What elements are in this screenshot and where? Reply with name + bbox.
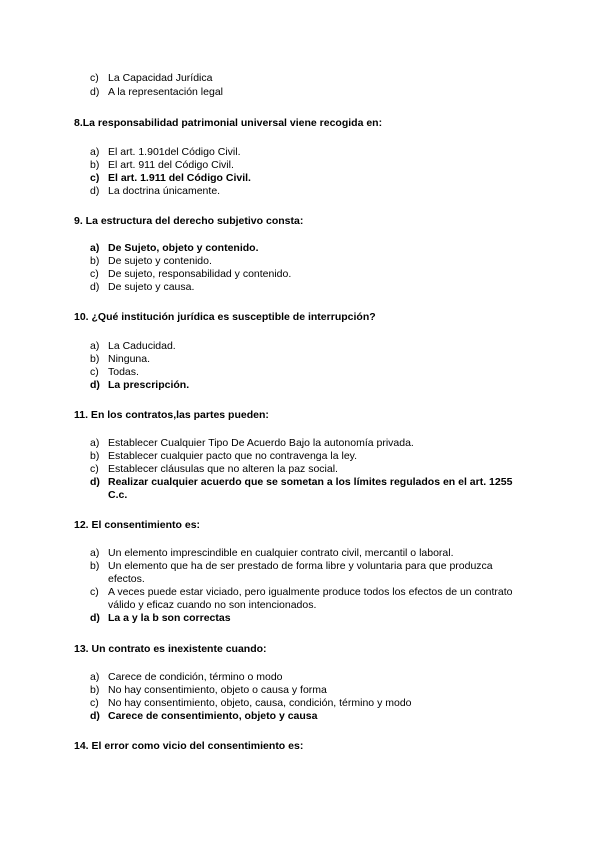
answer-option bbox=[90, 547, 530, 560]
option-letter: b) bbox=[90, 255, 100, 267]
option-letter: c) bbox=[90, 586, 99, 598]
option-letter: a) bbox=[90, 340, 100, 352]
option-text: De sujeto y contenido. bbox=[108, 255, 212, 267]
answer-option bbox=[90, 586, 530, 612]
option-text: A veces puede estar viciado, pero igualmente produce todos los efectos de un contrato válido y eficaz cuando no son intencionados. bbox=[108, 586, 513, 611]
answer-option bbox=[90, 146, 530, 159]
option-text: De Sujeto, objeto y contenido. bbox=[108, 242, 259, 254]
answer-option-correct bbox=[90, 476, 530, 502]
option-text: Carece de condición, término o modo bbox=[108, 671, 283, 683]
answer-option bbox=[90, 366, 530, 379]
question-heading: 11. En los contratos,las partes pueden: bbox=[74, 409, 269, 421]
answer-option bbox=[90, 697, 530, 710]
option-letter: c) bbox=[90, 172, 100, 184]
option-text: No hay consentimiento, objeto o causa y forma bbox=[108, 684, 327, 696]
question-heading: 8.La responsabilidad patrimonial universal viene recogida en: bbox=[74, 117, 383, 129]
option-letter: a) bbox=[90, 671, 100, 683]
option-text: De sujeto, responsabilidad y contenido. bbox=[108, 268, 292, 280]
answer-option bbox=[90, 437, 530, 450]
answer-option bbox=[90, 72, 530, 85]
option-text: A la representación legal bbox=[108, 86, 223, 98]
answer-option-correct bbox=[90, 612, 530, 625]
answer-option bbox=[90, 159, 530, 172]
answer-option bbox=[90, 450, 530, 463]
answer-option bbox=[90, 185, 530, 198]
option-text: La Caducidad. bbox=[108, 340, 176, 352]
option-letter: c) bbox=[90, 72, 99, 84]
answer-option bbox=[90, 340, 530, 353]
option-text: Un elemento que ha de ser prestado de forma libre y voluntaria para que produzca efectos. bbox=[108, 560, 493, 585]
answer-option bbox=[90, 463, 530, 476]
option-letter: b) bbox=[90, 159, 100, 171]
option-text: Todas. bbox=[108, 366, 139, 378]
answer-option-correct bbox=[90, 710, 530, 723]
option-text: Carece de consentimiento, objeto y causa bbox=[108, 710, 318, 722]
option-letter: c) bbox=[90, 268, 99, 280]
answer-option bbox=[90, 560, 530, 586]
option-text: La doctrina únicamente. bbox=[108, 185, 221, 197]
option-letter: a) bbox=[90, 146, 100, 158]
option-text: Establecer Cualquier Tipo De Acuerdo Bajo la autonomía privada. bbox=[108, 437, 414, 449]
option-letter: b) bbox=[90, 684, 100, 696]
answer-option bbox=[90, 86, 530, 99]
option-letter: b) bbox=[90, 560, 100, 572]
option-letter: c) bbox=[90, 463, 99, 475]
option-text: El art. 1.901del Código Civil. bbox=[108, 146, 241, 158]
question-heading: 10. ¿Qué institución jurídica es susceptible de interrupción? bbox=[74, 311, 376, 323]
question-heading: 12. El consentimiento es: bbox=[74, 519, 201, 531]
option-letter: c) bbox=[90, 366, 99, 378]
option-text: Un elemento imprescindible en cualquier contrato civil, mercantil o laboral. bbox=[108, 547, 454, 559]
option-text: La a y la b son correctas bbox=[108, 612, 231, 624]
option-letter: a) bbox=[90, 242, 100, 254]
answer-option-correct bbox=[90, 242, 530, 255]
option-text: El art. 1.911 del Código Civil. bbox=[108, 172, 251, 184]
answer-option bbox=[90, 255, 530, 268]
answer-option bbox=[90, 671, 530, 684]
option-text: Establecer cláusulas que no alteren la paz social. bbox=[108, 463, 338, 475]
option-text: Ninguna. bbox=[108, 353, 151, 365]
question-heading: 9. La estructura del derecho subjetivo consta: bbox=[74, 215, 304, 227]
option-letter: b) bbox=[90, 450, 100, 462]
option-letter: d) bbox=[90, 281, 100, 293]
option-text: No hay consentimiento, objeto, causa, condición, término y modo bbox=[108, 697, 412, 709]
question-heading: 14. El error como vicio del consentimiento es: bbox=[74, 740, 304, 752]
option-letter: d) bbox=[90, 185, 100, 197]
option-letter: b) bbox=[90, 353, 100, 365]
option-text: Realizar cualquier acuerdo que se sometan a los límites regulados en el art. 1255 C.c. bbox=[108, 476, 513, 501]
option-text: De sujeto y causa. bbox=[108, 281, 195, 293]
option-text: El art. 911 del Código Civil. bbox=[108, 159, 234, 171]
question-heading: 13. Un contrato es inexistente cuando: bbox=[74, 643, 267, 655]
answer-option bbox=[90, 268, 530, 281]
option-letter: a) bbox=[90, 547, 100, 559]
option-letter: d) bbox=[90, 612, 100, 624]
answer-option bbox=[90, 353, 530, 366]
answer-option bbox=[90, 281, 530, 294]
option-letter: c) bbox=[90, 697, 99, 709]
option-text: La Capacidad Jurídica bbox=[108, 72, 213, 84]
answer-option-correct bbox=[90, 172, 530, 185]
option-letter: d) bbox=[90, 86, 100, 98]
answer-option bbox=[90, 684, 530, 697]
option-letter: d) bbox=[90, 710, 100, 722]
option-letter: a) bbox=[90, 437, 100, 449]
answer-option-correct bbox=[90, 379, 530, 392]
option-text: La prescripción. bbox=[108, 379, 190, 391]
option-text: Establecer cualquier pacto que no contravenga la ley. bbox=[108, 450, 358, 462]
option-letter: d) bbox=[90, 476, 100, 488]
option-letter: d) bbox=[90, 379, 100, 391]
